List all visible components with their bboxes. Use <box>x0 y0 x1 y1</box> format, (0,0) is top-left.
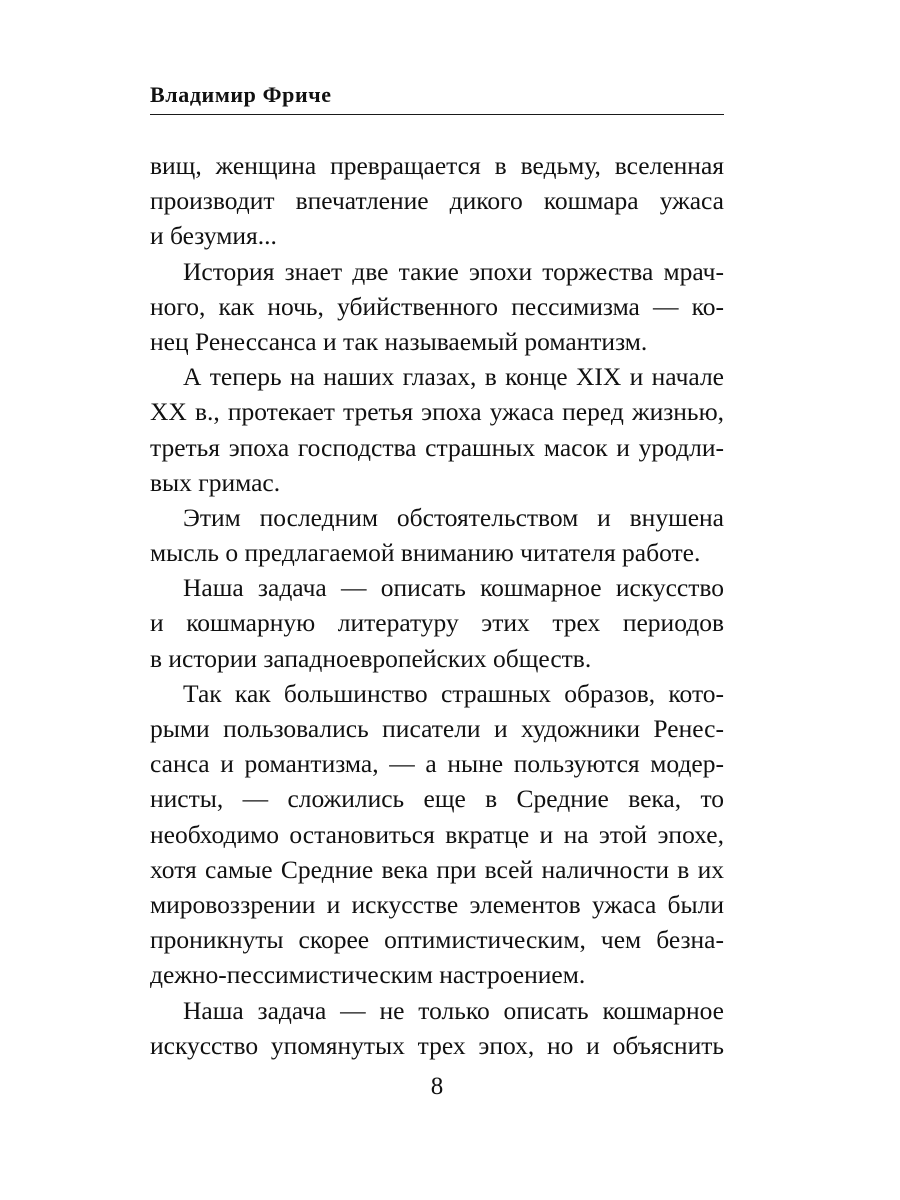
text-line: ного, как ночь, убийственного пессимизма — ко- <box>150 291 724 321</box>
text-line: искусство упомянутых трех эпох, но и объяснить <box>150 1030 724 1060</box>
running-header <box>150 84 724 115</box>
text-line: рыми пользовались писатели и художники Ренес- <box>150 714 724 743</box>
text-line: производит впечатление дикого кошмара ужаса <box>150 186 724 216</box>
text-line: третья эпоха господства страшных масок и уродли- <box>150 432 724 462</box>
text-line: Наша задача — не только описать кошмарное <box>183 995 724 1025</box>
author-name: Владимир Фриче <box>150 82 332 107</box>
body-text <box>150 148 724 1063</box>
text-line: мировоззрении и искусстве элементов ужаса были <box>150 889 724 919</box>
text-line: Наша задача — описать кошмарное искусство <box>183 573 724 603</box>
text-line: мысль о предлагаемой вниманию читателя работе. <box>150 538 701 568</box>
text-line: дежно-пессимистическим настроением. <box>150 960 586 990</box>
text-line: История знает две такие эпохи торжества мрач- <box>183 256 724 286</box>
text-line: и безумия... <box>150 221 277 251</box>
text-line: вых гримас. <box>150 467 281 497</box>
text-line: Этим последним обстоятельством и внушена <box>183 502 724 532</box>
text-line: и кошмарную литературу этих трех периодов <box>150 608 724 638</box>
text-line: хотя самые Средние века при всей наличности в их <box>150 854 724 884</box>
text-line: Так как большинство страшных образов, кото- <box>183 678 724 708</box>
book-page <box>150 0 724 1200</box>
text-line: А теперь на наших глазах, в конце XIX и начале <box>183 362 724 392</box>
text-line: XX в., протекает третья эпоха ужаса перед жизнью, <box>150 397 724 427</box>
text-line: проникнуты скорее оптимистическим, чем безна- <box>150 925 724 955</box>
text-line: санса и романтизма, — а ныне пользуются модер- <box>150 749 724 779</box>
text-line: нисты, — сложились еще в Средние века, то <box>150 784 724 814</box>
page-number: 8 <box>430 1073 444 1100</box>
text-line: необходимо остановиться вкратце и на этой эпохе, <box>150 819 724 849</box>
text-line: вищ, женщина превращается в ведьму, вселенная <box>150 151 724 180</box>
text-line: в истории западноевропейских обществ. <box>150 643 592 673</box>
text-line: нец Ренессанса и так называемый романтизм. <box>150 326 648 356</box>
